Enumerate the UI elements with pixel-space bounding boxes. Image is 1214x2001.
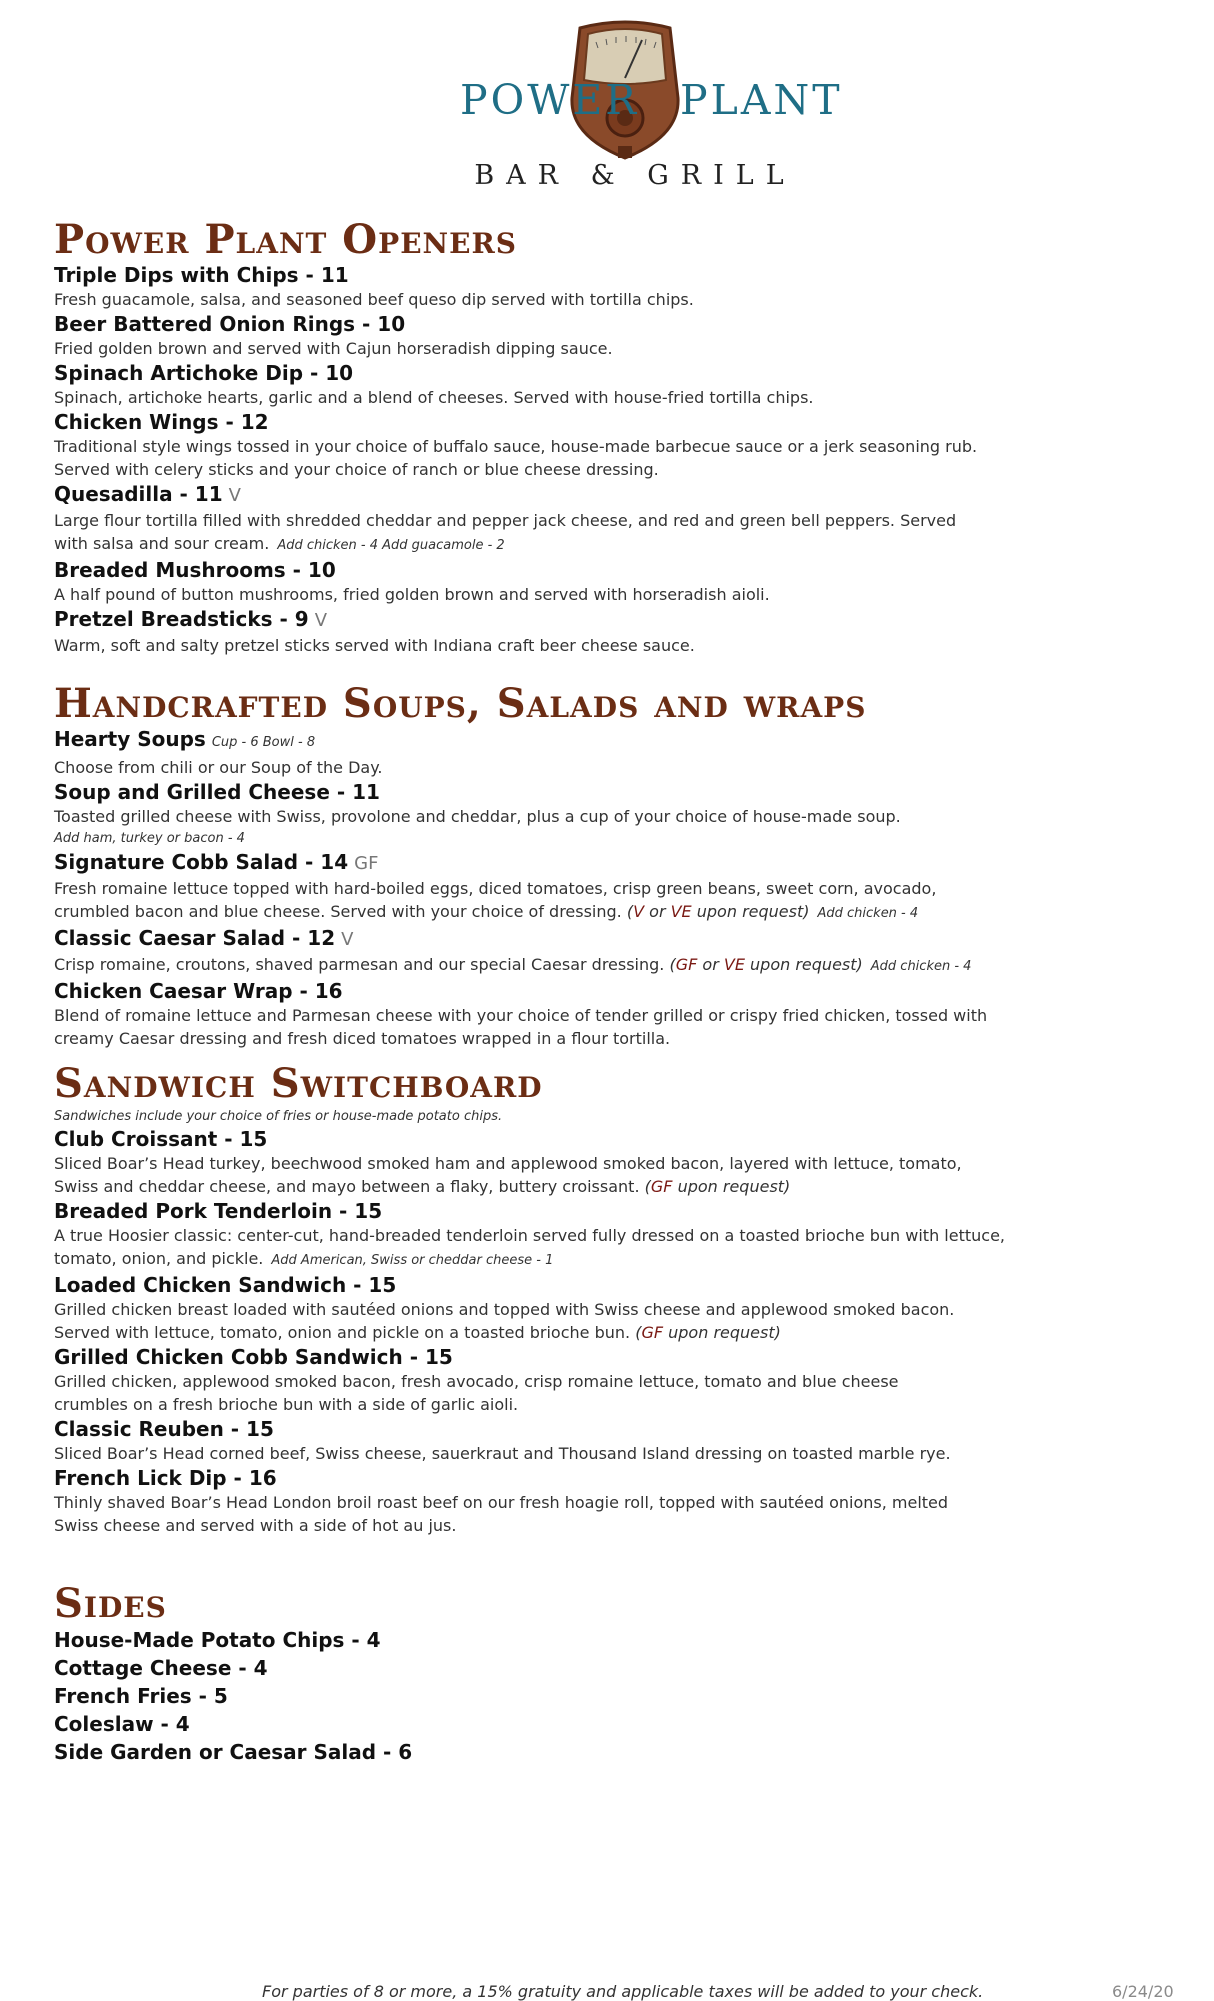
menu-item <box>54 1465 1054 1537</box>
section-title: Power Plant Openers <box>54 216 517 263</box>
vegetarian-tag: V <box>228 485 241 506</box>
item-name-row <box>54 606 1054 634</box>
side-item: House-Made Potato Chips - 4 <box>54 1628 381 1652</box>
item-description: Grilled chicken, applewood smoked bacon, fresh avocado, crisp romaine lettuce, tomato and blue cheese crumbles on a fresh brioche bun with a side of garlic aioli. <box>54 1372 899 1414</box>
gluten-free-option: GF <box>675 955 698 974</box>
item-name: Grilled Chicken Cobb Sandwich - 15 <box>54 1345 453 1369</box>
item-description: Blend of romaine lettuce and Parmesan cheese with your choice of tender grilled or crispy fried chicken, tossed with creamy Caesar dressing and fresh diced tomatoes wrapped in a flour tortilla. <box>54 1006 988 1048</box>
item-addons: Add chicken - 4 <box>817 906 919 921</box>
item-name: Quesadilla - 11 <box>54 482 223 506</box>
menu-item <box>54 262 1054 311</box>
item-description: Warm, soft and salty pretzel sticks served with Indiana craft beer cheese sauce. <box>54 636 695 655</box>
menu-item <box>54 1416 1054 1465</box>
item-name: Beer Battered Onion Rings - 10 <box>54 312 406 336</box>
gluten-free-tag: GF <box>354 853 379 874</box>
or-text: or <box>697 955 724 974</box>
item-name: French Lick Dip - 16 <box>54 1466 277 1490</box>
item-name-row <box>54 925 1054 953</box>
side-item: French Fries - 5 <box>54 1684 228 1708</box>
item-name: Breaded Mushrooms - 10 <box>54 558 336 582</box>
menu-item <box>54 409 1054 481</box>
menu-date: 6/24/20 <box>1112 1982 1174 2001</box>
section-openers <box>54 218 1054 657</box>
vegan-option: VE <box>723 955 745 974</box>
paren-open: ( <box>644 1177 651 1196</box>
gratuity-note: For parties of 8 or more, a 15% gratuity and applicable taxes will be added to your check. <box>262 1982 984 2001</box>
gluten-free-option: GF <box>641 1323 664 1342</box>
item-name: Spinach Artichoke Dip - 10 <box>54 361 354 385</box>
item-addons: Add chicken - 4 <box>870 959 972 974</box>
menu-item <box>54 1126 1054 1198</box>
item-name: Classic Caesar Salad - 12 <box>54 926 336 950</box>
item-name: Signature Cobb Salad - 14 <box>54 850 349 874</box>
item-description: Toasted grilled cheese with Swiss, provolone and cheddar, plus a cup of your choice of house-made soup. <box>54 807 901 826</box>
item-description: Sliced Boar’s Head turkey, beechwood smoked ham and applewood smoked bacon, layered with lettuce, tomato, Swiss and cheddar cheese, and mayo between a flaky, buttery croissant. <box>54 1154 962 1196</box>
item-description: Crisp romaine, croutons, shaved parmesan and our special Caesar dressing. <box>54 955 665 974</box>
item-description-row <box>54 1152 1009 1198</box>
menu-item <box>54 1272 1054 1344</box>
menu-item <box>54 360 1054 409</box>
menu-item <box>54 726 1054 779</box>
item-description: Spinach, artichoke hearts, garlic and a blend of cheeses. Served with house-fried tortilla chips. <box>54 388 814 407</box>
item-description-row <box>54 509 994 557</box>
item-name: Classic Reuben - 15 <box>54 1417 274 1441</box>
section-title: Sides <box>54 1580 167 1627</box>
section-title: Handcrafted Soups, Salads and wraps <box>54 680 867 727</box>
section-sandwiches <box>54 1062 1054 1537</box>
item-name-row <box>54 849 1054 877</box>
menu-item <box>54 311 1054 360</box>
paren-open: ( <box>626 902 634 921</box>
item-description-row <box>54 1224 1009 1272</box>
upon-request-text: upon request) <box>744 955 863 974</box>
section-note: Sandwiches include your choice of fries or house-made potato chips. <box>54 1109 503 1124</box>
menu-item <box>54 557 1054 606</box>
item-name: Chicken Caesar Wrap - 16 <box>54 979 343 1003</box>
item-name: Club Croissant - 15 <box>54 1127 268 1151</box>
menu-item <box>54 481 1054 557</box>
menu-item <box>54 606 1054 657</box>
menu-item <box>54 1344 1054 1416</box>
item-sizes: Cup - 6 Bowl - 8 <box>211 735 316 750</box>
section-sides <box>54 1582 1054 1766</box>
item-name: Triple Dips with Chips - 11 <box>54 263 349 287</box>
section-soups-salads <box>54 682 1054 1050</box>
item-name: Loaded Chicken Sandwich - 15 <box>54 1273 397 1297</box>
item-name: Chicken Wings - 12 <box>54 410 269 434</box>
item-name: Hearty Soups <box>54 727 206 751</box>
side-item: Coleslaw - 4 <box>54 1712 190 1736</box>
item-description: Fried golden brown and served with Cajun horseradish dipping sauce. <box>54 339 613 358</box>
item-addons: Add American, Swiss or cheddar cheese - 1 <box>271 1253 554 1268</box>
item-description: A half pound of button mushrooms, fried golden brown and served with horseradish aioli. <box>54 585 770 604</box>
menu-item <box>54 978 1054 1050</box>
logo <box>430 18 843 198</box>
item-description: Thinly shaved Boar’s Head London broil roast beef on our fresh hoagie roll, topped with sautéed onions, melted Swiss cheese and served with a side of hot au jus. <box>54 1493 949 1535</box>
vegetarian-option: V <box>633 902 645 921</box>
item-description-row <box>54 953 1054 978</box>
item-description-row <box>54 1298 1009 1344</box>
item-description: Fresh guacamole, salsa, and seasoned beef queso dip served with tortilla chips. <box>54 290 694 309</box>
paren-open: ( <box>635 1323 642 1342</box>
menu-item <box>54 1198 1054 1272</box>
or-text: or <box>644 902 671 921</box>
gluten-free-option: GF <box>650 1177 673 1196</box>
item-description: Choose from chili or our Soup of the Day. <box>54 758 383 777</box>
request-note <box>645 1177 791 1196</box>
item-addons: Add ham, turkey or bacon - 4 <box>54 831 245 846</box>
menu-item <box>54 849 1054 925</box>
item-name-row <box>54 481 1054 509</box>
item-description: Traditional style wings tossed in your choice of buffalo sauce, house-made barbecue sauce or a jerk seasoning rub. Served with celery sticks and your choice of ranch or blue cheese dressing. <box>54 437 978 479</box>
item-description: A true Hoosier classic: center-cut, hand-breaded tenderloin served fully dressed on a toasted brioche bun with lettuce, tomato, onion, and pickle. <box>54 1226 1006 1268</box>
upon-request-text: upon request) <box>691 902 810 921</box>
vegetarian-tag: V <box>314 610 328 631</box>
item-description: Sliced Boar’s Head corned beef, Swiss cheese, sauerkraut and Thousand Island dressing on toasted marble rye. <box>54 1444 951 1463</box>
vegan-option: VE <box>670 902 692 921</box>
item-description: Fresh romaine lettuce topped with hard-boiled eggs, diced tomatoes, crisp green beans, sweet corn, avocado, crumbled bacon and blue cheese. Served with your choice of dressing. <box>54 879 937 921</box>
logo-subtitle: BAR & GRILL <box>474 160 796 191</box>
side-item: Side Garden or Caesar Salad - 6 <box>54 1740 413 1764</box>
menu-item <box>54 925 1054 978</box>
paren-open: ( <box>669 955 676 974</box>
item-name-row <box>54 726 1054 756</box>
request-note <box>635 1323 781 1342</box>
logo-word-right: PLANT <box>680 76 843 124</box>
upon-request-text: upon request) <box>672 1177 791 1196</box>
menu-item <box>54 779 1054 849</box>
item-description: Grilled chicken breast loaded with sautéed onions and topped with Swiss cheese and applewood smoked bacon. Served with lettuce, tomato, onion and pickle on a toasted brioche bun. <box>54 1300 955 1342</box>
side-item: Cottage Cheese - 4 <box>54 1656 268 1680</box>
item-name: Pretzel Breadsticks - 9 <box>54 607 309 631</box>
item-description-row <box>54 877 994 925</box>
request-note <box>669 955 862 974</box>
upon-request-text: upon request) <box>663 1323 781 1342</box>
request-note <box>627 902 810 921</box>
item-name: Breaded Pork Tenderloin - 15 <box>54 1199 383 1223</box>
item-name: Soup and Grilled Cheese - 11 <box>54 780 380 804</box>
item-description: Large flour tortilla filled with shredded cheddar and pepper jack cheese, and red and green bell peppers. Served with salsa and sour cream. <box>54 511 957 553</box>
item-addons: Add chicken - 4 Add guacamole - 2 <box>277 538 505 553</box>
section-title: Sandwich Switchboard <box>54 1060 543 1107</box>
vegetarian-tag: V <box>341 929 354 950</box>
logo-word-left: POWER <box>460 76 640 124</box>
